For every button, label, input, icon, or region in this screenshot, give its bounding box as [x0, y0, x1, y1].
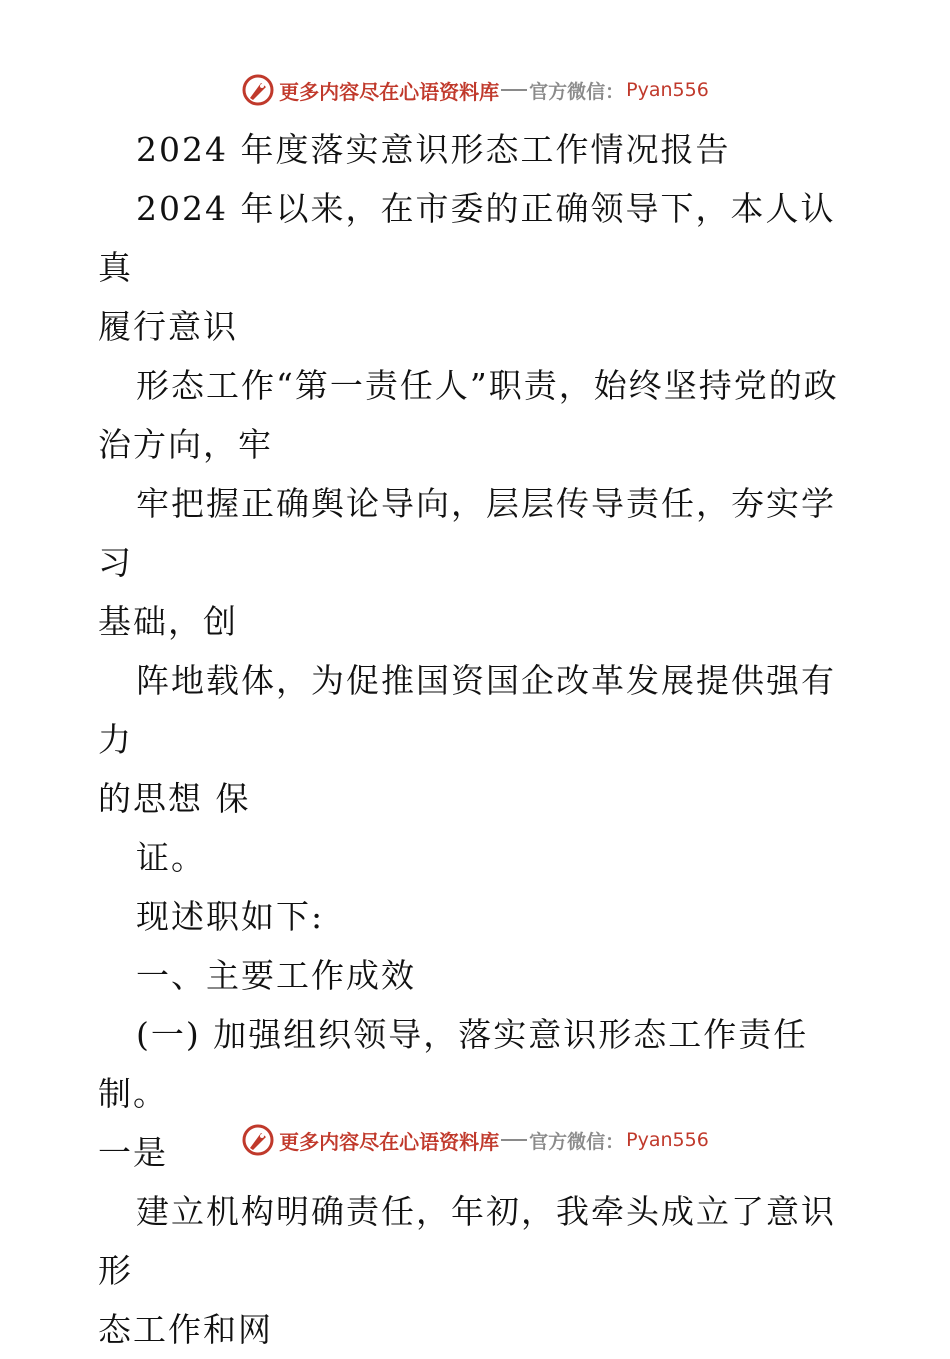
paragraph-line: 阵地载体，为促推国资国企改革发展提供强有力 [98, 661, 836, 759]
watermark-divider [501, 89, 527, 91]
section-heading: 一、主要工作成效 [136, 956, 416, 995]
watermark-wechat-id: Pyan556 [626, 1129, 709, 1151]
paragraph-line: 牢把握正确舆论导向，层层传导责任，夯实学习 [98, 484, 836, 582]
watermark-header [0, 70, 950, 110]
pen-nib-circle-icon [241, 73, 275, 107]
paragraph-line: 一是 [98, 1133, 168, 1172]
watermark-wechat-id: Pyan556 [626, 79, 709, 101]
paragraph-line: 证。 [136, 838, 206, 877]
watermark-wechat-label: 官方微信： [529, 1130, 625, 1153]
paragraph-line: 建立机构明确责任，年初，我牵头成立了意识形 [98, 1192, 836, 1290]
paragraph-line: 态工作和网 [98, 1310, 273, 1349]
paragraph-line: 治方向，牢 [98, 425, 273, 464]
pen-nib-circle-icon [241, 1123, 275, 1157]
watermark-wechat-label: 官方微信： [529, 80, 625, 103]
paragraph-line: 的思想 保 [98, 779, 251, 818]
paragraph-line: 基础，创 [98, 602, 238, 641]
document-title: 2024 年度落实意识形态工作情况报告 [136, 130, 731, 169]
document-body [98, 120, 868, 1359]
watermark-divider [501, 1139, 527, 1141]
paragraph-line: 现述职如下: [136, 897, 325, 936]
paragraph-line: 履行意识 [98, 307, 238, 346]
subsection-heading: (一) 加强组织领导，落实意识形态工作责任制。 [98, 1015, 809, 1113]
watermark-brand-text: 更多内容尽在心语资料库 [279, 79, 500, 104]
paragraph-line: 形态工作“第一责任人”职责，始终坚持党的政 [136, 366, 839, 405]
watermark-brand-text: 更多内容尽在心语资料库 [279, 1129, 500, 1154]
paragraph-line: 2024 年以来，在市委的正确领导下，本人认真 [98, 189, 836, 287]
watermark-footer [0, 1120, 950, 1160]
